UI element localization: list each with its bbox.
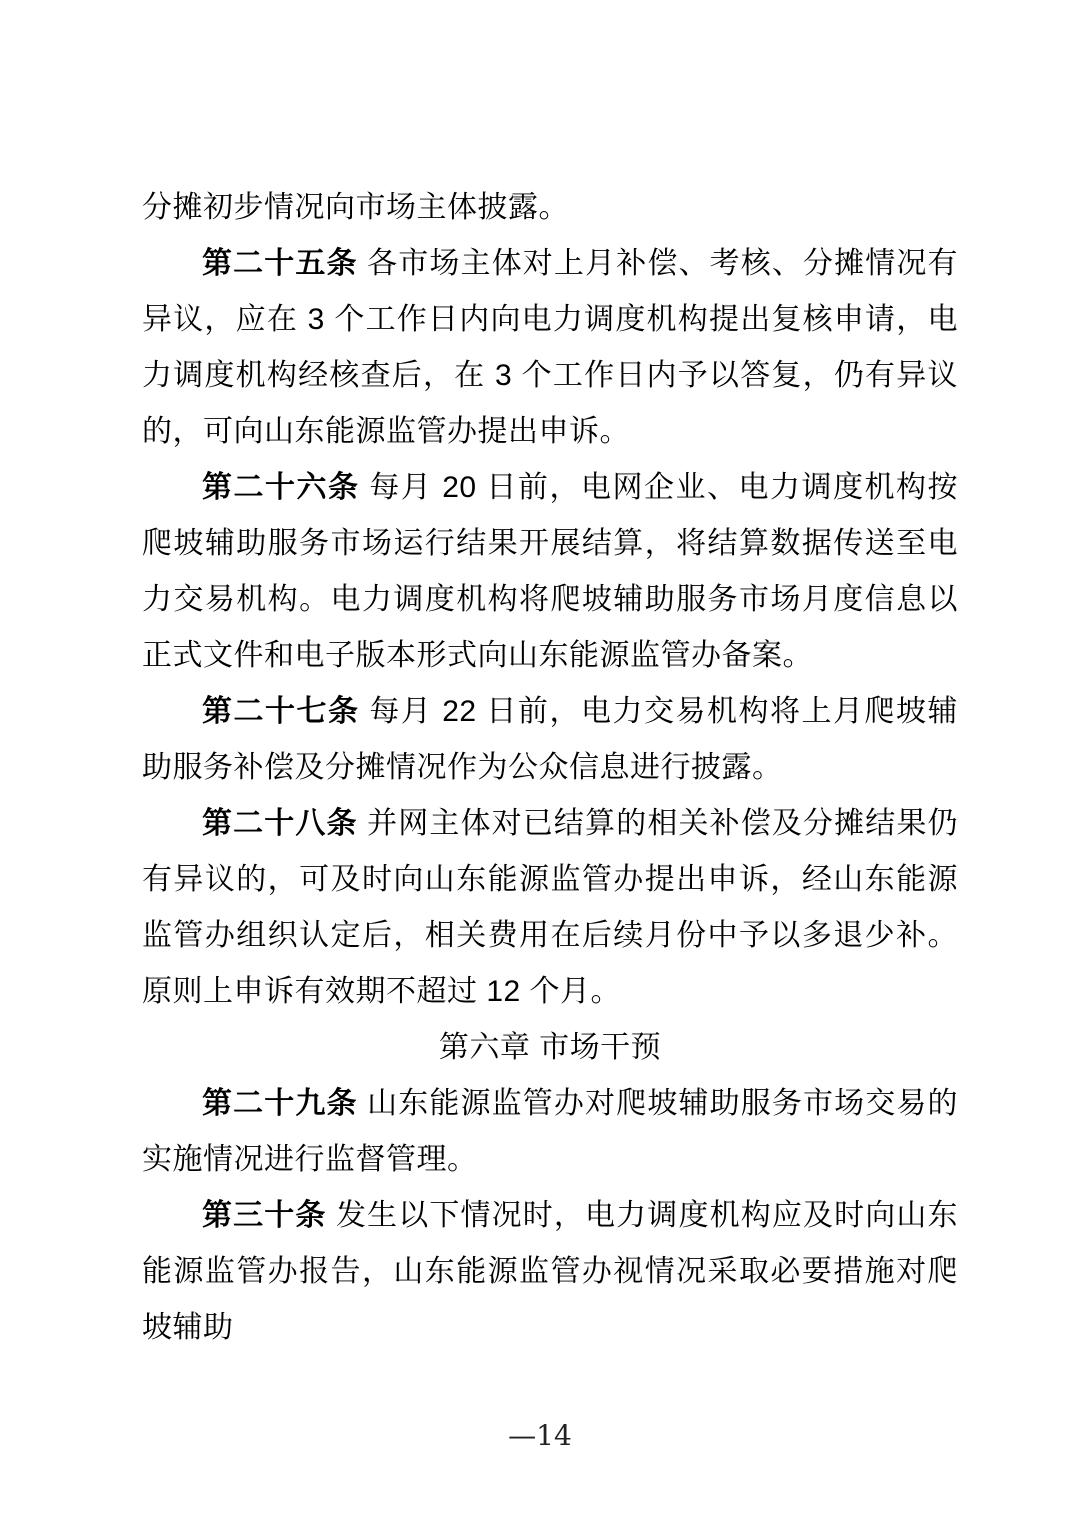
- paragraph: [142, 236, 958, 460]
- paragraph: [142, 796, 958, 1020]
- paragraph-text: 山东能源监管办对爬坡辅助服务市场交易的实施情况进行监督管理。: [142, 1087, 959, 1176]
- article-number: 第二十八条: [202, 807, 358, 840]
- paragraph-text: 分摊初步情况向市场主体披露。: [142, 191, 569, 224]
- page-number: —14: [508, 1419, 572, 1452]
- paragraph-text: 发生以下情况时，电力调度机构应及时向山东能源监管办报告，山东能源监管办视情况采取必要措施对爬坡辅助: [142, 1199, 958, 1344]
- paragraph: [142, 460, 958, 684]
- chapter-heading: [142, 1020, 958, 1076]
- paragraph: [142, 684, 958, 796]
- chapter-heading-text: 第六章 市场干预: [438, 1031, 662, 1064]
- paragraph-text: 并网主体对已结算的相关补偿及分摊结果仍有异议的，可及时向山东能源监管办提出申诉，经山东能源监管办组织认定后，相关费用在后续月份中予以多退少补。原则上申诉有效期不超过 12 个月。: [142, 807, 959, 1008]
- article-number: 第二十七条: [202, 695, 360, 728]
- paragraph: [142, 1188, 958, 1356]
- paragraph: [142, 180, 958, 236]
- paragraph-text: 各市场主体对上月补偿、考核、分摊情况有异议，应在 3 个工作日内向电力调度机构提出复核申请，电力调度机构经核查后，在 3 个工作日内予以答复，仍有异议的，可向山东能源监管办提出申诉。: [142, 247, 959, 448]
- paragraph-text: 每月 20 日前，电网企业、电力调度机构按爬坡辅助服务市场运行结果开展结算，将结算数据传送至电力交易机构。电力调度机构将爬坡辅助服务市场月度信息以正式文件和电子版本形式向山东能源监管办备案。: [142, 471, 959, 672]
- paragraph: [142, 1076, 958, 1188]
- paragraph-text: 每月 22 日前，电力交易机构将上月爬坡辅助服务补偿及分摊情况作为公众信息进行披露。: [142, 695, 959, 784]
- article-number: 第二十五条: [202, 247, 358, 280]
- article-number: 第二十六条: [202, 471, 360, 504]
- article-number: 第三十条: [202, 1199, 327, 1232]
- article-number: 第二十九条: [202, 1087, 358, 1120]
- document-body: [142, 180, 958, 1356]
